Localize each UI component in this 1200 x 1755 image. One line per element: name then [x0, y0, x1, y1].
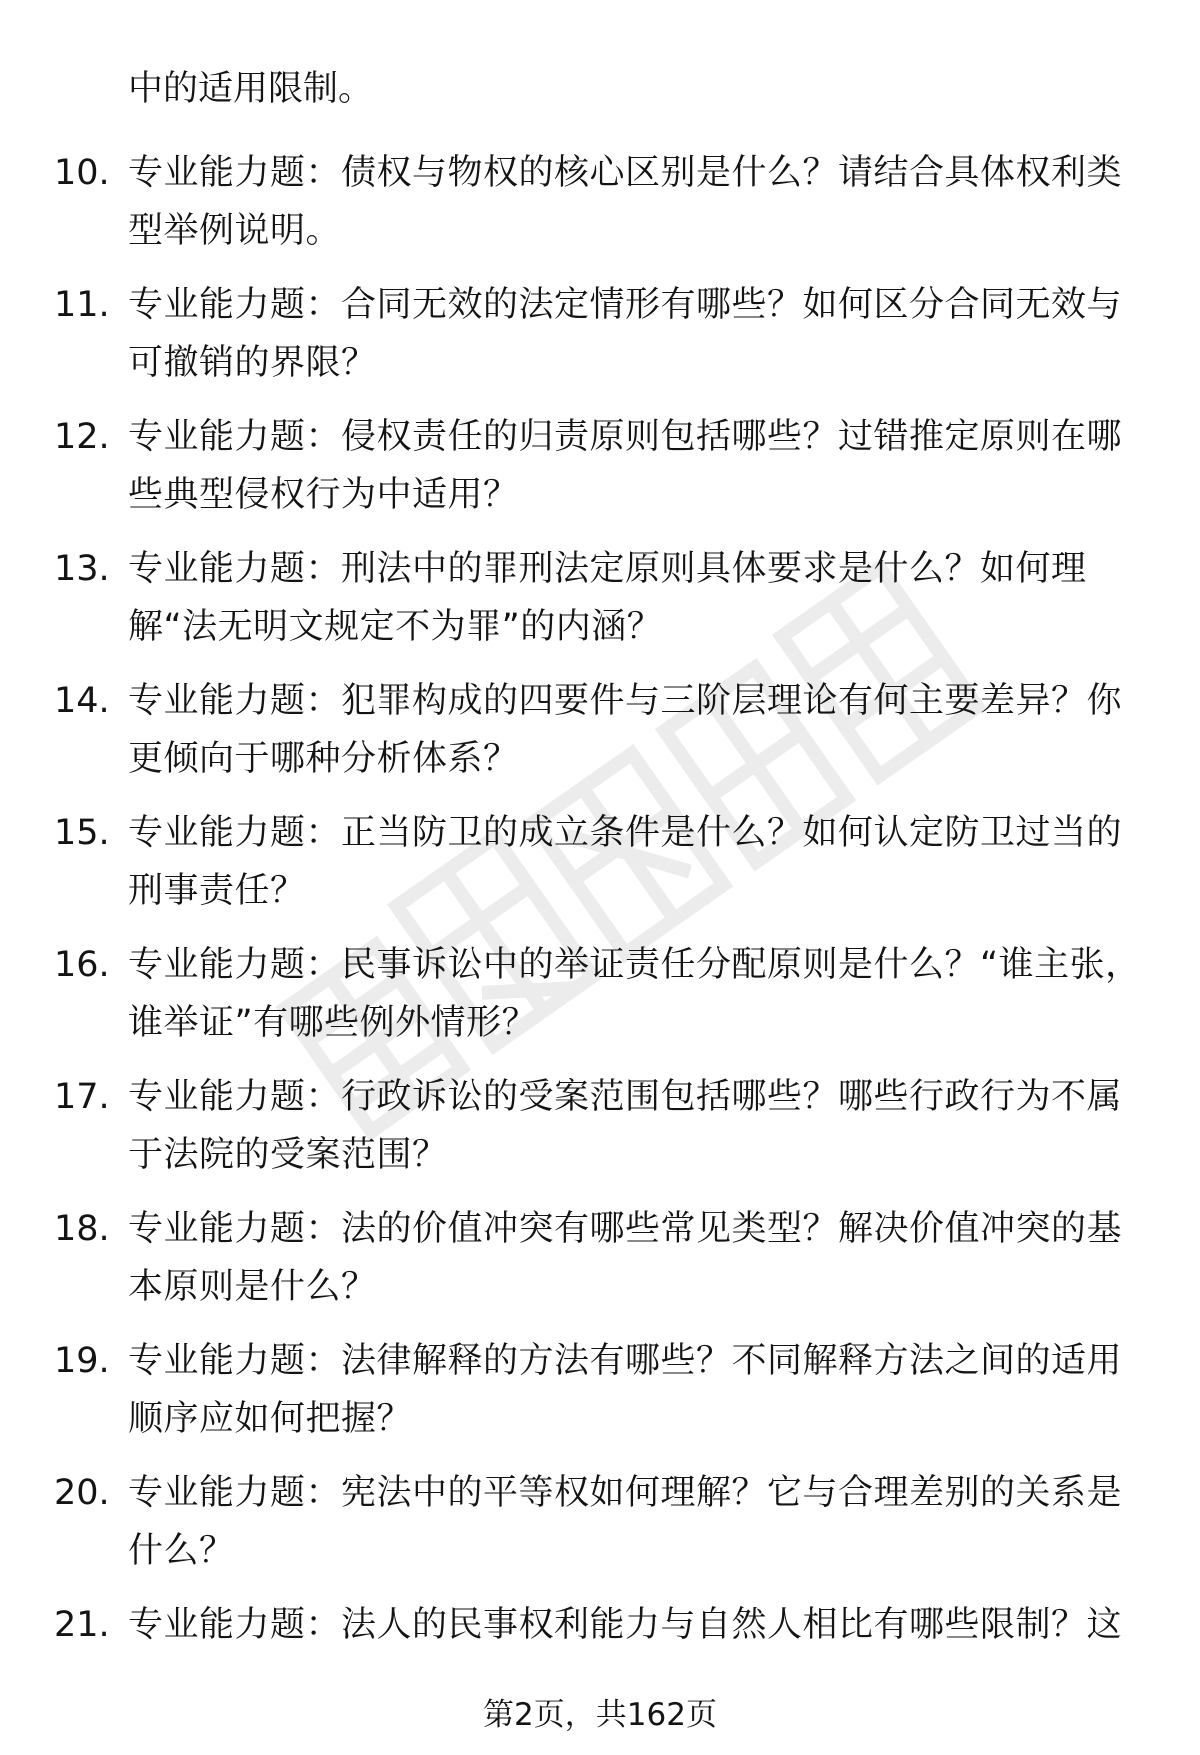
question-text: 专业能力题：正当防卫的成立条件是什么？如何认定防卫过当的刑事责任？ [128, 813, 1123, 911]
question-number: 21. [54, 1605, 110, 1645]
question-text: 专业能力题：债权与物权的核心区别是什么？请结合具体权利类型举例说明。 [128, 153, 1123, 251]
question-number: 13. [54, 549, 110, 589]
question-number: 14. [54, 681, 110, 721]
question-text: 专业能力题：法人的民事权利能力与自然人相比有哪些限制？这 [128, 1605, 1123, 1645]
question-text: 专业能力题：宪法中的平等权如何理解？它与合理差别的关系是什么？ [128, 1473, 1123, 1571]
list-item [0, 1464, 1200, 1596]
list-item [0, 1068, 1200, 1200]
question-number: 20. [54, 1473, 110, 1513]
question-number: 19. [54, 1341, 110, 1381]
question-number: 11. [54, 285, 110, 325]
question-number: 12. [54, 417, 110, 457]
question-number: 16. [54, 945, 110, 985]
list-item [0, 936, 1200, 1068]
question-text: 专业能力题：侵权责任的归责原则包括哪些？过错推定原则在哪些典型侵权行为中适用？ [128, 417, 1123, 515]
question-list [0, 144, 1200, 1728]
question-text: 专业能力题：法的价值冲突有哪些常见类型？解决价值冲突的基本原则是什么？ [128, 1209, 1123, 1307]
continuation-text: 中的适用限制。 [128, 69, 374, 109]
list-item [0, 804, 1200, 936]
question-number: 15. [54, 813, 110, 853]
list-item [0, 408, 1200, 540]
question-number: 18. [54, 1209, 110, 1249]
list-item [0, 1332, 1200, 1464]
question-text: 专业能力题：民事诉讼中的举证责任分配原则是什么？“谁主张，谁举证”有哪些例外情形？ [128, 945, 1141, 1043]
question-text: 专业能力题：法律解释的方法有哪些？不同解释方法之间的适用顺序应如何把握？ [128, 1341, 1123, 1439]
question-number: 17. [54, 1077, 110, 1117]
list-item [0, 672, 1200, 804]
question-text: 专业能力题：合同无效的法定情形有哪些？如何区分合同无效与可撤销的界限？ [128, 285, 1123, 383]
page-footer: 第2页，共162页 [483, 1697, 717, 1733]
list-item [0, 1200, 1200, 1332]
question-text: 专业能力题：犯罪构成的四要件与三阶层理论有何主要差异？你更倾向于哪种分析体系？ [128, 681, 1123, 779]
question-number: 10. [54, 153, 110, 193]
list-item [0, 276, 1200, 408]
list-item [0, 144, 1200, 276]
question-text: 专业能力题：行政诉讼的受案范围包括哪些？哪些行政行为不属于法院的受案范围？ [128, 1077, 1123, 1175]
question-text: 专业能力题：刑法中的罪刑法定原则具体要求是什么？如何理解“法无明文规定不为罪”的内涵？ [128, 549, 1087, 647]
list-item [0, 540, 1200, 672]
